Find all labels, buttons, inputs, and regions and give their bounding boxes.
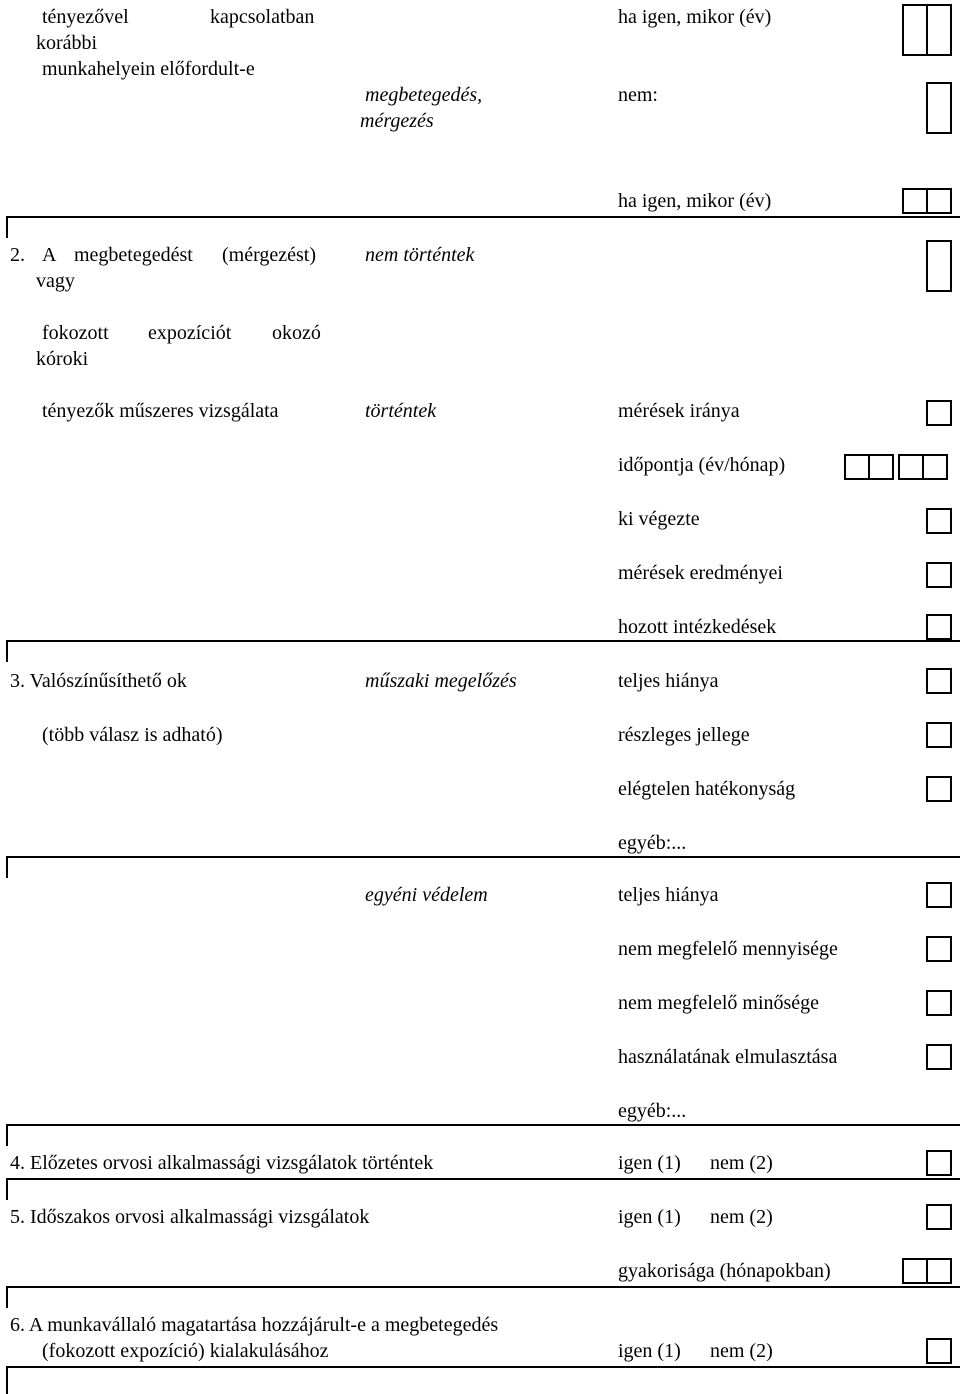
s2-text-megbetegedest: megbetegedést [74,244,193,266]
s2-text-vagy: vagy [36,270,75,292]
s3-g2-item-minosege: nem megfelelő minősége [618,992,820,1014]
s5-gyakorisaga: gyakorisága (hónapokban) [618,1260,831,1282]
section-divider-1 [6,216,960,238]
s4-title: 4. Előzetes orvosi alkalmassági vizsgálatok történtek [10,1152,434,1174]
s1-option-ha-igen-1: ha igen, mikor (év) [618,6,772,28]
s3-subtitle: (több válasz is adható) [42,724,223,746]
s1-year-box-2b[interactable] [926,188,952,214]
section-divider-4 [6,1178,960,1200]
s3-g1-item-egyeb: egyéb:... [618,832,687,854]
s1-text-megbetegedes: megbetegedés, [365,84,483,106]
s1-text-mergezes: mérgezés [360,110,434,132]
s2-meresek-iranya-box[interactable] [926,400,952,426]
s1-text-kapcsolatban: kapcsolatban [210,6,315,28]
s2-date-box-2[interactable] [868,454,894,480]
s2-date-box-3[interactable] [898,454,924,480]
s2-date-box-1[interactable] [844,454,870,480]
s2-text-expoziciot: expozíciót [148,322,232,344]
section-divider-3a [6,856,960,878]
s3-g1-reszleges-box[interactable] [926,722,952,748]
s2-ki-vegezte-box[interactable] [926,508,952,534]
s2-date-box-4[interactable] [922,454,948,480]
s6-title-line2: (fokozott expozíció) kialakulásához [42,1340,329,1362]
s3-g2-item-teljes-hianya: teljes hiánya [618,884,719,906]
s1-nem-box[interactable] [926,82,952,134]
s1-year-box-2a[interactable] [902,188,928,214]
s2-text-mergezest: (mérgezést) [222,244,317,266]
s3-g1-elegtelen-box[interactable] [926,776,952,802]
s6-title-line1: 6. A munkavállaló magatartása hozzájárult-e a megbetegedés [10,1314,499,1336]
s3-g2-elmulasztasa-box[interactable] [926,1044,952,1070]
s2-item-meresek-eredmenyei: mérések eredményei [618,562,783,584]
s4-nem: nem (2) [710,1152,773,1174]
s2-text-tenyezok: tényezők műszeres vizsgálata [42,400,279,422]
s2-eredmenyei-box[interactable] [926,562,952,588]
s3-g2-minosege-box[interactable] [926,990,952,1016]
s3-g2-item-egyeb: egyéb:... [618,1100,687,1122]
s3-g1-item-reszleges-jellege: részleges jellege [618,724,750,746]
s1-year-box-1b[interactable] [926,4,952,56]
s5-months-box-2[interactable] [926,1258,952,1284]
s5-answer-box[interactable] [926,1204,952,1230]
s1-text-munkahelyein: munkahelyein előfordult-e [42,58,255,80]
s2-item-ki-vegezte: ki végezte [618,508,700,530]
s2-intezkedesek-box[interactable] [926,614,952,640]
s2-text-koroki: kóroki [36,348,89,370]
section-divider-3b [6,1124,960,1146]
s4-answer-box[interactable] [926,1150,952,1176]
s3-group-egyeni-vedelem: egyéni védelem [365,884,488,906]
s1-text-korabbi: korábbi [36,32,98,54]
s3-g2-item-mennyisege: nem megfelelő mennyisége [618,938,838,960]
s5-months-box-1[interactable] [902,1258,928,1284]
s2-text-fokozott: fokozott [42,322,109,344]
s3-title: 3. Valószínűsíthető ok [10,670,187,692]
section-divider-6 [6,1366,960,1394]
s3-g1-item-teljes-hianya: teljes hiánya [618,670,719,692]
s3-g1-item-elegtelen: elégtelen hatékonyság [618,778,796,800]
s2-label-tortentek: történtek [365,400,437,422]
s2-item-meresek-iranya: mérések iránya [618,400,740,422]
s3-group-muszaki-megelozes: műszaki megelőzés [365,670,517,692]
section-divider-2 [6,640,960,662]
s1-option-ha-igen-2: ha igen, mikor (év) [618,190,772,212]
s6-nem: nem (2) [710,1340,773,1362]
s5-title: 5. Időszakos orvosi alkalmassági vizsgálatok [10,1206,370,1228]
s1-option-nem: nem: [618,84,658,106]
s3-g2-item-elmulasztasa: használatának elmulasztása [618,1046,838,1068]
s6-answer-box[interactable] [926,1338,952,1364]
s2-item-hozott-intezkedesek: hozott intézkedések [618,616,777,638]
s2-nem-tortentek-box[interactable] [926,240,952,292]
s1-year-box-1a[interactable] [902,4,928,56]
s5-nem: nem (2) [710,1206,773,1228]
s4-igen: igen (1) [618,1152,681,1174]
s3-g2-mennyisege-box[interactable] [926,936,952,962]
s3-g1-teljes-hianya-box[interactable] [926,668,952,694]
section-divider-5 [6,1286,960,1308]
s2-item-idopontja: időpontja (év/hónap) [618,454,786,476]
s2-text-okozo: okozó [272,322,321,344]
s2-text-a: A [42,244,57,266]
s5-igen: igen (1) [618,1206,681,1228]
s6-igen: igen (1) [618,1340,681,1362]
s2-label-nem-tortentek: nem történtek [365,244,475,266]
s2-number: 2. [10,244,25,266]
s3-g2-teljes-hianya-box[interactable] [926,882,952,908]
s1-text-tenyezovel: tényezővel [42,6,129,28]
